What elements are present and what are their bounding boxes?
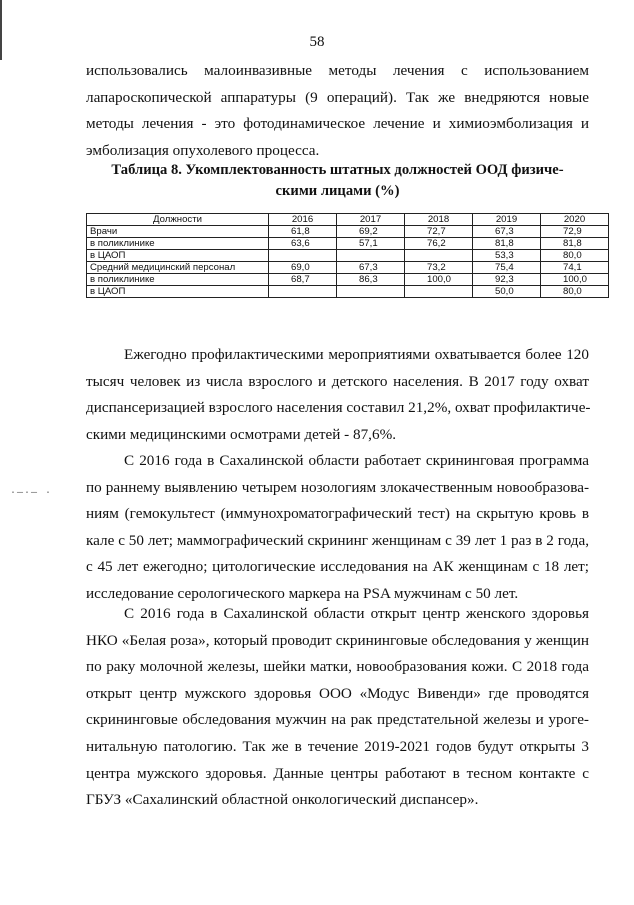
text-line: ниям (гемокультест (иммунохроматографический тест) на скрытую кровь в bbox=[86, 505, 589, 523]
paragraph-health-centers bbox=[86, 601, 589, 814]
row-label: в ЦАОП bbox=[87, 286, 269, 298]
table-row bbox=[87, 262, 609, 274]
cell-value: 50,0 bbox=[473, 286, 541, 298]
table-caption bbox=[86, 160, 589, 202]
table-caption-line: скими лицами (%) bbox=[275, 183, 400, 199]
row-label: в поликлинике bbox=[87, 274, 269, 286]
row-label: в ЦАОП bbox=[87, 250, 269, 262]
header-positions: Должности bbox=[87, 214, 269, 226]
table-row bbox=[87, 226, 609, 238]
cell-value: 68,7 bbox=[269, 274, 337, 286]
text-line: с 45 лет ежегодно; цитологические исследования на АК женщинам с 18 лет; bbox=[86, 558, 589, 576]
header-2020: 2020 bbox=[541, 214, 609, 226]
cell-value: 74,1 bbox=[541, 262, 609, 274]
text-line: скрининговые обследования мужчин на рак предстательной железы и уроге- bbox=[86, 711, 589, 729]
header-2019: 2019 bbox=[473, 214, 541, 226]
text-line: по раннему выявлению четырем нозологиям злокачественным новообразова- bbox=[86, 478, 589, 496]
cell-value: 53,3 bbox=[473, 250, 541, 262]
cell-value: 81,8 bbox=[473, 238, 541, 250]
cell-value: 80,0 bbox=[541, 286, 609, 298]
cell-value: 72,7 bbox=[405, 226, 473, 238]
text-line: методы лечения - это фотодинамическое лечение и химиоэмболизация и bbox=[86, 115, 589, 133]
cell-value bbox=[337, 286, 405, 298]
cell-value: 100,0 bbox=[541, 274, 609, 286]
text-line: нитальную патологию. Так же в течение 2019-2021 годов будут открыты 3 bbox=[86, 737, 589, 755]
cell-value: 73,2 bbox=[405, 262, 473, 274]
text-line: С 2016 года в Сахалинской области работает скрининговая программа bbox=[124, 452, 589, 469]
table-caption-line: Таблица 8. Укомплектованность штатных должностей ООД физиче- bbox=[111, 162, 564, 178]
cell-value: 72,9 bbox=[541, 226, 609, 238]
table-row bbox=[87, 238, 609, 250]
margin-mark: ·—·— · bbox=[10, 488, 53, 499]
row-label: Врачи bbox=[87, 226, 269, 238]
cell-value: 86,3 bbox=[337, 274, 405, 286]
text-line: НКО «Белая роза», который проводит скрининговые обследования у женщин bbox=[86, 631, 589, 649]
row-label: Средний медицинский персонал bbox=[87, 262, 269, 274]
text-line: диспансеризацией взрослого населения составил 21,2%, охват профилактиче- bbox=[86, 399, 591, 417]
page-number: 58 bbox=[309, 34, 325, 50]
text-line: использовались малоинвазивные методы лечения с использованием bbox=[86, 62, 589, 79]
cell-value bbox=[337, 250, 405, 262]
table-row bbox=[87, 274, 609, 286]
cell-value: 63,6 bbox=[269, 238, 337, 250]
text-line: Ежегодно профилактическими мероприятиями охватывается более 120 bbox=[124, 346, 589, 363]
cell-value: 81,8 bbox=[541, 238, 609, 250]
cell-value: 75,4 bbox=[473, 262, 541, 274]
text-line: ГБУЗ «Сахалинский областной онкологический диспансер». bbox=[86, 791, 479, 809]
cell-value: 80,0 bbox=[541, 250, 609, 262]
cell-value: 57,1 bbox=[337, 238, 405, 250]
row-label: в поликлинике bbox=[87, 238, 269, 250]
text-line: кале с 50 лет; маммографический скрининг женщинам с 39 лет 1 раз в 2 года, bbox=[86, 531, 589, 549]
text-line: открыт центр мужского здоровья ООО «Модус Вивенди» где проводятся bbox=[86, 684, 589, 702]
cell-value: 76,2 bbox=[405, 238, 473, 250]
text-line: эмболизация опухолевого процесса. bbox=[86, 141, 320, 159]
header-2017: 2017 bbox=[337, 214, 405, 226]
header-2016: 2016 bbox=[269, 214, 337, 226]
table-row bbox=[87, 286, 609, 298]
cell-value: 67,3 bbox=[473, 226, 541, 238]
cell-value: 100,0 bbox=[405, 274, 473, 286]
intro-paragraph bbox=[86, 58, 589, 164]
text-line: лапароскопической аппаратуры (9 операций). Так же внедряются новые bbox=[86, 88, 589, 106]
cell-value: 67,3 bbox=[337, 262, 405, 274]
scan-edge-line bbox=[0, 0, 2, 60]
paragraph-screening bbox=[86, 448, 589, 608]
header-2018: 2018 bbox=[405, 214, 473, 226]
table-header-row bbox=[87, 214, 609, 226]
cell-value bbox=[269, 250, 337, 262]
cell-value bbox=[405, 250, 473, 262]
paragraph-prevention bbox=[86, 342, 589, 448]
cell-value: 61,8 bbox=[269, 226, 337, 238]
staffing-table bbox=[86, 213, 609, 298]
cell-value: 69,2 bbox=[337, 226, 405, 238]
cell-value: 69,0 bbox=[269, 262, 337, 274]
cell-value bbox=[405, 286, 473, 298]
cell-value: 92,3 bbox=[473, 274, 541, 286]
text-line: скими медицинскими осмотрами детей - 87,6%. bbox=[86, 425, 397, 443]
text-line: по раку молочной железы, шейки матки, новообразования кожи. С 2018 года bbox=[86, 658, 589, 676]
text-line: исследование серологического маркера на PSA мужчинам с 50 лет. bbox=[86, 584, 519, 602]
text-line: тысяч человек из числа взрослого и детского населения. В 2017 году охват bbox=[86, 372, 589, 390]
table-row bbox=[87, 250, 609, 262]
text-line: центра мужского здоровья. Данные центры работают в тесном контакте с bbox=[86, 764, 589, 782]
cell-value bbox=[269, 286, 337, 298]
text-line: С 2016 года в Сахалинской области открыт центр женского здоровья bbox=[124, 605, 589, 622]
